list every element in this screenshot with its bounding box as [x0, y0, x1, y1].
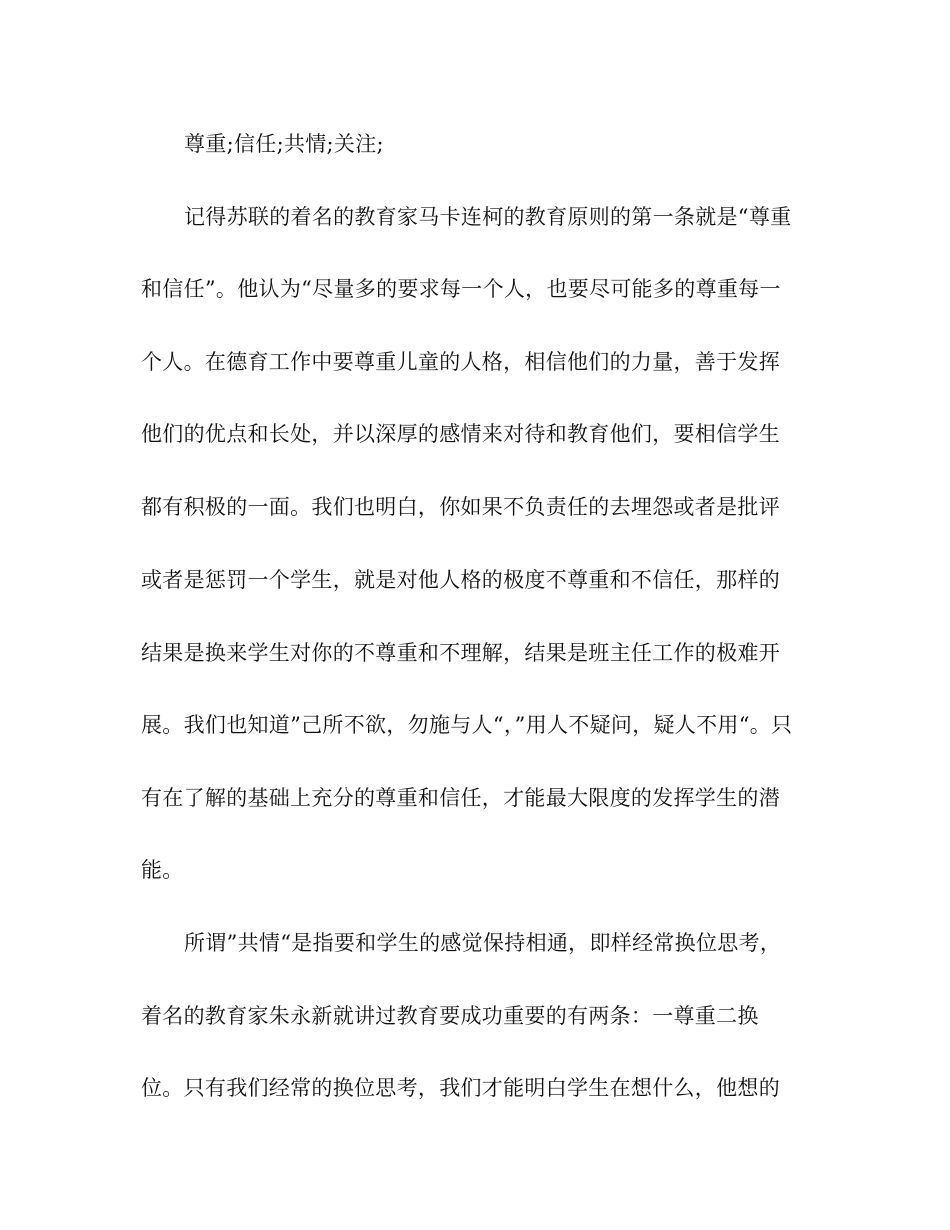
paragraph-1-line-10: 能。: [141, 858, 184, 882]
paragraph-2-line-2: 着名的教育家朱永新就讲过教育要成功重要的有两条：一尊重二换: [141, 1004, 759, 1028]
paragraph-1-line-9: 有在了解的基础上充分的尊重和信任，才能最大限度的发挥学生的潜: [141, 786, 780, 810]
paragraph-1-line-7: 结果是换来学生对你的不尊重和不理解，结果是班主任工作的极难开: [141, 641, 780, 665]
paragraph-1-line-8: 展。我们也知道”己所不欲，勿施与人“，”用人不疑问，疑人不用“。只: [141, 713, 793, 737]
paragraph-2-line-1: 所谓”共情“是指要和学生的感觉保持相通，即样经常换位思考，: [184, 931, 782, 955]
paragraph-1-line-3: 个人。在德育工作中要尊重儿童的人格，相信他们的力量，善于发挥: [141, 350, 780, 374]
paragraph-1-line-6: 或者是惩罚一个学生，就是对他人格的极度不尊重和不信任，那样的: [141, 568, 780, 592]
keywords-line: 尊重;信任;共情;关注;: [184, 132, 384, 156]
paragraph-1-line-1: 记得苏联的着名的教育家马卡连柯的教育原则的第一条就是“尊重: [184, 205, 792, 229]
paragraph-1-line-5: 都有积极的一面。我们也明白，你如果不负责任的去埋怨或者是批评: [141, 495, 780, 519]
paragraph-1-line-4: 他们的优点和长处，并以深厚的感情来对待和教育他们，要相信学生: [141, 422, 780, 446]
paragraph-1-line-2: 和信任”。他认为“尽量多的要求每一个人，也要尽可能多的尊重每一: [141, 277, 781, 301]
paragraph-2-line-3: 位。只有我们经常的换位思考，我们才能明白学生在想什么，他想的: [141, 1076, 780, 1100]
